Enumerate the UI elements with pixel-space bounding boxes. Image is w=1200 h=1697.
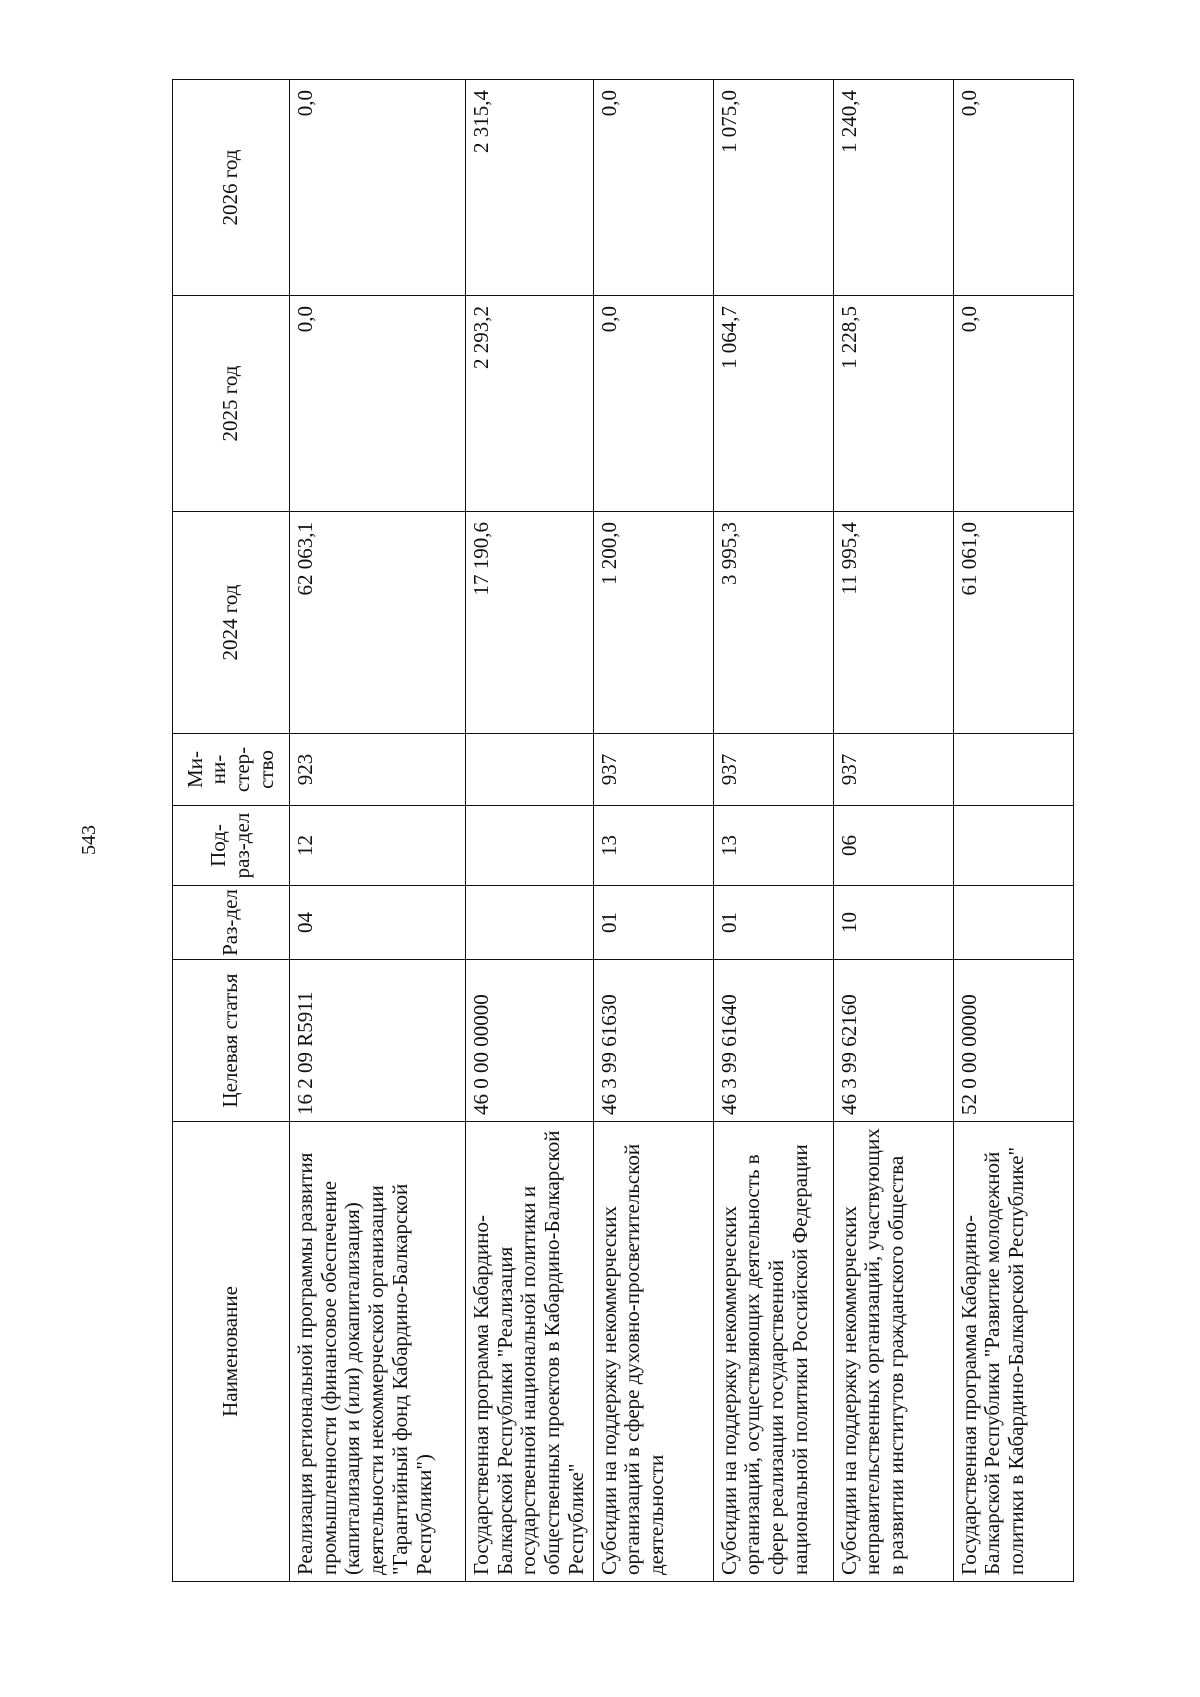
cell-2026: 0,0 [953, 80, 1073, 296]
cell-name: Субсидии на поддержку некоммерческих организаций в сфере духовно-просветительской деятельности [593, 1122, 713, 1582]
cell-subsection: 13 [713, 806, 833, 886]
header-2024: 2024 год [173, 512, 290, 734]
cell-2024: 11 995,4 [833, 512, 953, 734]
cell-section [466, 886, 594, 960]
cell-target: 52 0 00 00000 [953, 960, 1073, 1122]
cell-2024: 61 061,0 [953, 512, 1073, 734]
cell-section: 10 [833, 886, 953, 960]
cell-2025: 0,0 [593, 296, 713, 512]
cell-subsection: 12 [290, 806, 466, 886]
cell-ministry: 937 [713, 734, 833, 806]
cell-subsection: 13 [593, 806, 713, 886]
cell-section: 04 [290, 886, 466, 960]
cell-ministry: 937 [593, 734, 713, 806]
cell-2026: 0,0 [593, 80, 713, 296]
cell-target: 46 3 99 62160 [833, 960, 953, 1122]
cell-2024: 62 063,1 [290, 512, 466, 734]
cell-ministry: 923 [290, 734, 466, 806]
cell-section: 01 [713, 886, 833, 960]
cell-name: Субсидии на поддержку некоммерческих неправительственных организаций, участвующих в развитии институтов гражданского общества [833, 1122, 953, 1582]
cell-2025: 1 064,7 [713, 296, 833, 512]
cell-subsection: 06 [833, 806, 953, 886]
cell-target: 46 0 00 00000 [466, 960, 594, 1122]
cell-target: 16 2 09 R5911 [290, 960, 466, 1122]
header-target-article: Целевая статья [173, 960, 290, 1122]
header-name: Наименование [173, 1122, 290, 1582]
cell-2026: 2 315,4 [466, 80, 594, 296]
cell-2025: 2 293,2 [466, 296, 594, 512]
cell-2026: 0,0 [290, 80, 466, 296]
cell-2026: 1 240,4 [833, 80, 953, 296]
table-row [713, 80, 833, 1582]
cell-2026: 1 075,0 [713, 80, 833, 296]
cell-section: 01 [593, 886, 713, 960]
header-section: Раз-дел [173, 886, 290, 960]
cell-2025: 1 228,5 [833, 296, 953, 512]
cell-ministry [466, 734, 594, 806]
cell-ministry [953, 734, 1073, 806]
cell-name: Реализация региональной программы развития промышленности (финансовое обеспечение (капитализация и (или) докапитализация) деятельности некоммерческой организации "Гарантийный фонд Кабардино-Балкарской Республики") [290, 1122, 466, 1582]
table-row [290, 80, 466, 1582]
header-2026: 2026 год [173, 80, 290, 296]
header-2025: 2025 год [173, 296, 290, 512]
table-row [953, 80, 1073, 1582]
cell-2024: 1 200,0 [593, 512, 713, 734]
table-row [593, 80, 713, 1582]
cell-target: 46 3 99 61630 [593, 960, 713, 1122]
cell-name: Субсидии на поддержку некоммерческих организаций, осуществляющих деятельность в сфере реализации государственной национальной политики Российской Федерации [713, 1122, 833, 1582]
rotated-page-content [172, 80, 1029, 1582]
cell-ministry: 937 [833, 734, 953, 806]
cell-subsection [466, 806, 594, 886]
table-row [833, 80, 953, 1582]
header-subsection: Под-раз-дел [173, 806, 290, 886]
cell-name: Государственная программа Кабардино-Балкарской Республики "Развитие молодежной политики в Кабардино-Балкарской Республике" [953, 1122, 1073, 1582]
table-header-row [173, 80, 290, 1582]
cell-section [953, 886, 1073, 960]
cell-target: 46 3 99 61640 [713, 960, 833, 1122]
header-ministry: Ми-ни-стер-ство [173, 734, 290, 806]
cell-subsection [953, 806, 1073, 886]
table-row [466, 80, 594, 1582]
budget-table [172, 79, 1074, 1582]
page-number: 543 [78, 825, 100, 855]
cell-2024: 17 190,6 [466, 512, 594, 734]
cell-2025: 0,0 [290, 296, 466, 512]
cell-2025: 0,0 [953, 296, 1073, 512]
cell-name: Государственная программа Кабардино-Балкарской Республики "Реализация государственной национальной политики и общественных проектов в Кабардино-Балкарской Республике" [466, 1122, 594, 1582]
cell-2024: 3 995,3 [713, 512, 833, 734]
